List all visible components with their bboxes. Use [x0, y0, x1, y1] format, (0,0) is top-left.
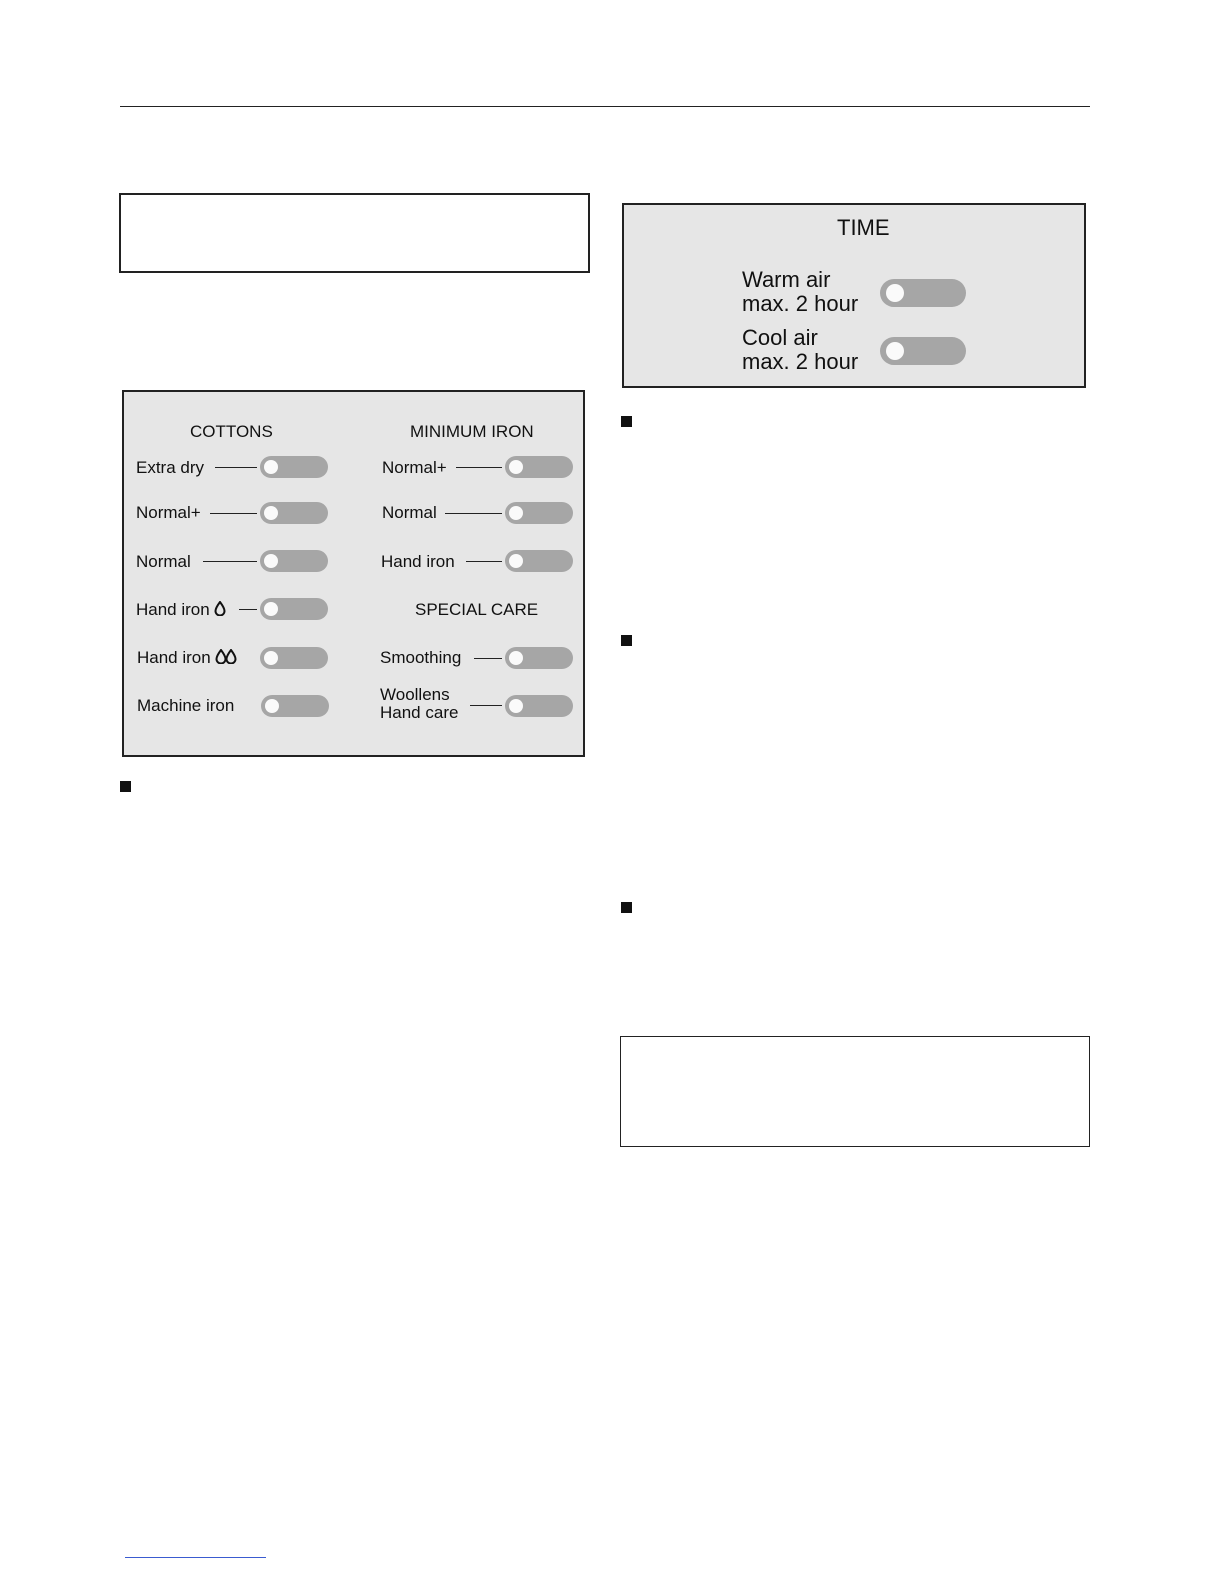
- cottons-normal-label: Normal: [136, 552, 191, 571]
- toggle-knob: [264, 651, 278, 665]
- smoothing-label: Smoothing: [380, 648, 462, 667]
- toggle-knob: [509, 554, 523, 568]
- cottons-hand-iron-2-toggle[interactable]: [260, 647, 328, 669]
- bullet-marker: [621, 416, 632, 427]
- bullet-marker: [621, 902, 632, 913]
- toggle-knob: [509, 651, 523, 665]
- toggle-knob: [264, 506, 278, 520]
- min-iron-hand-iron-toggle[interactable]: [505, 550, 573, 572]
- cool-air-toggle[interactable]: [880, 337, 966, 365]
- note-box-bottom: [620, 1036, 1090, 1147]
- cottons-normal-toggle[interactable]: [260, 550, 328, 572]
- cottons-hand-iron-2-text: Hand iron: [137, 648, 211, 667]
- cool-air-label-line2: max. 2 hour: [742, 349, 859, 374]
- min-iron-normal-label: Normal: [382, 503, 437, 522]
- program-panel: [122, 390, 585, 757]
- minimum-iron-heading: MINIMUM IRON: [410, 422, 534, 441]
- woollens-label-line2: Hand care: [380, 703, 459, 722]
- leader-line: [474, 658, 502, 659]
- cool-air-label-line1: Cool air: [742, 325, 818, 350]
- toggle-knob: [509, 460, 523, 474]
- cottons-hand-iron-toggle[interactable]: [260, 598, 328, 620]
- min-iron-normal-plus-label: Normal+: [382, 458, 447, 477]
- leader-line: [239, 609, 257, 610]
- woollens-toggle[interactable]: [505, 695, 573, 717]
- toggle-knob: [886, 284, 904, 302]
- toggle-knob: [509, 506, 523, 520]
- leader-line: [456, 467, 502, 468]
- warm-air-label-line2: max. 2 hour: [742, 291, 859, 316]
- leader-line: [445, 513, 502, 514]
- min-iron-normal-toggle[interactable]: [505, 502, 573, 524]
- leader-line: [210, 513, 257, 514]
- toggle-knob: [265, 699, 279, 713]
- cottons-normal-plus-label: Normal+: [136, 503, 201, 522]
- toggle-knob: [264, 554, 278, 568]
- leader-line: [203, 561, 257, 562]
- cottons-normal-plus-toggle[interactable]: [260, 502, 328, 524]
- warm-air-toggle[interactable]: [880, 279, 966, 307]
- cottons-extra-dry-label: Extra dry: [136, 458, 205, 477]
- toggle-knob: [264, 602, 278, 616]
- time-heading: TIME: [837, 215, 890, 240]
- note-box-top: [119, 193, 590, 273]
- cottons-heading: COTTONS: [190, 422, 273, 441]
- header-rule: [120, 106, 1090, 107]
- cottons-hand-iron-text: Hand iron: [136, 600, 210, 619]
- toggle-knob: [886, 342, 904, 360]
- cottons-hand-iron-label: [136, 600, 226, 620]
- leader-line: [215, 467, 257, 468]
- woollens-label-line1: Woollens: [380, 685, 450, 704]
- time-panel: [622, 203, 1086, 388]
- bullet-marker: [621, 635, 632, 646]
- smoothing-toggle[interactable]: [505, 647, 573, 669]
- warm-air-label-line1: Warm air: [742, 267, 831, 292]
- cottons-machine-iron-toggle[interactable]: [261, 695, 329, 717]
- bullet-marker: [120, 781, 131, 792]
- cottons-extra-dry-toggle[interactable]: [260, 456, 328, 478]
- double-drop-icon: [215, 649, 237, 668]
- leader-line: [470, 705, 502, 706]
- single-drop-icon: [214, 601, 226, 620]
- cottons-hand-iron-2-label: [137, 648, 237, 668]
- cottons-machine-iron-label: Machine iron: [137, 696, 235, 715]
- toggle-knob: [264, 460, 278, 474]
- min-iron-normal-plus-toggle[interactable]: [505, 456, 573, 478]
- footer-link-underline[interactable]: [125, 1557, 266, 1558]
- min-iron-hand-iron-label: Hand iron: [381, 552, 455, 571]
- leader-line: [466, 561, 502, 562]
- special-care-heading: SPECIAL CARE: [415, 600, 539, 619]
- toggle-knob: [509, 699, 523, 713]
